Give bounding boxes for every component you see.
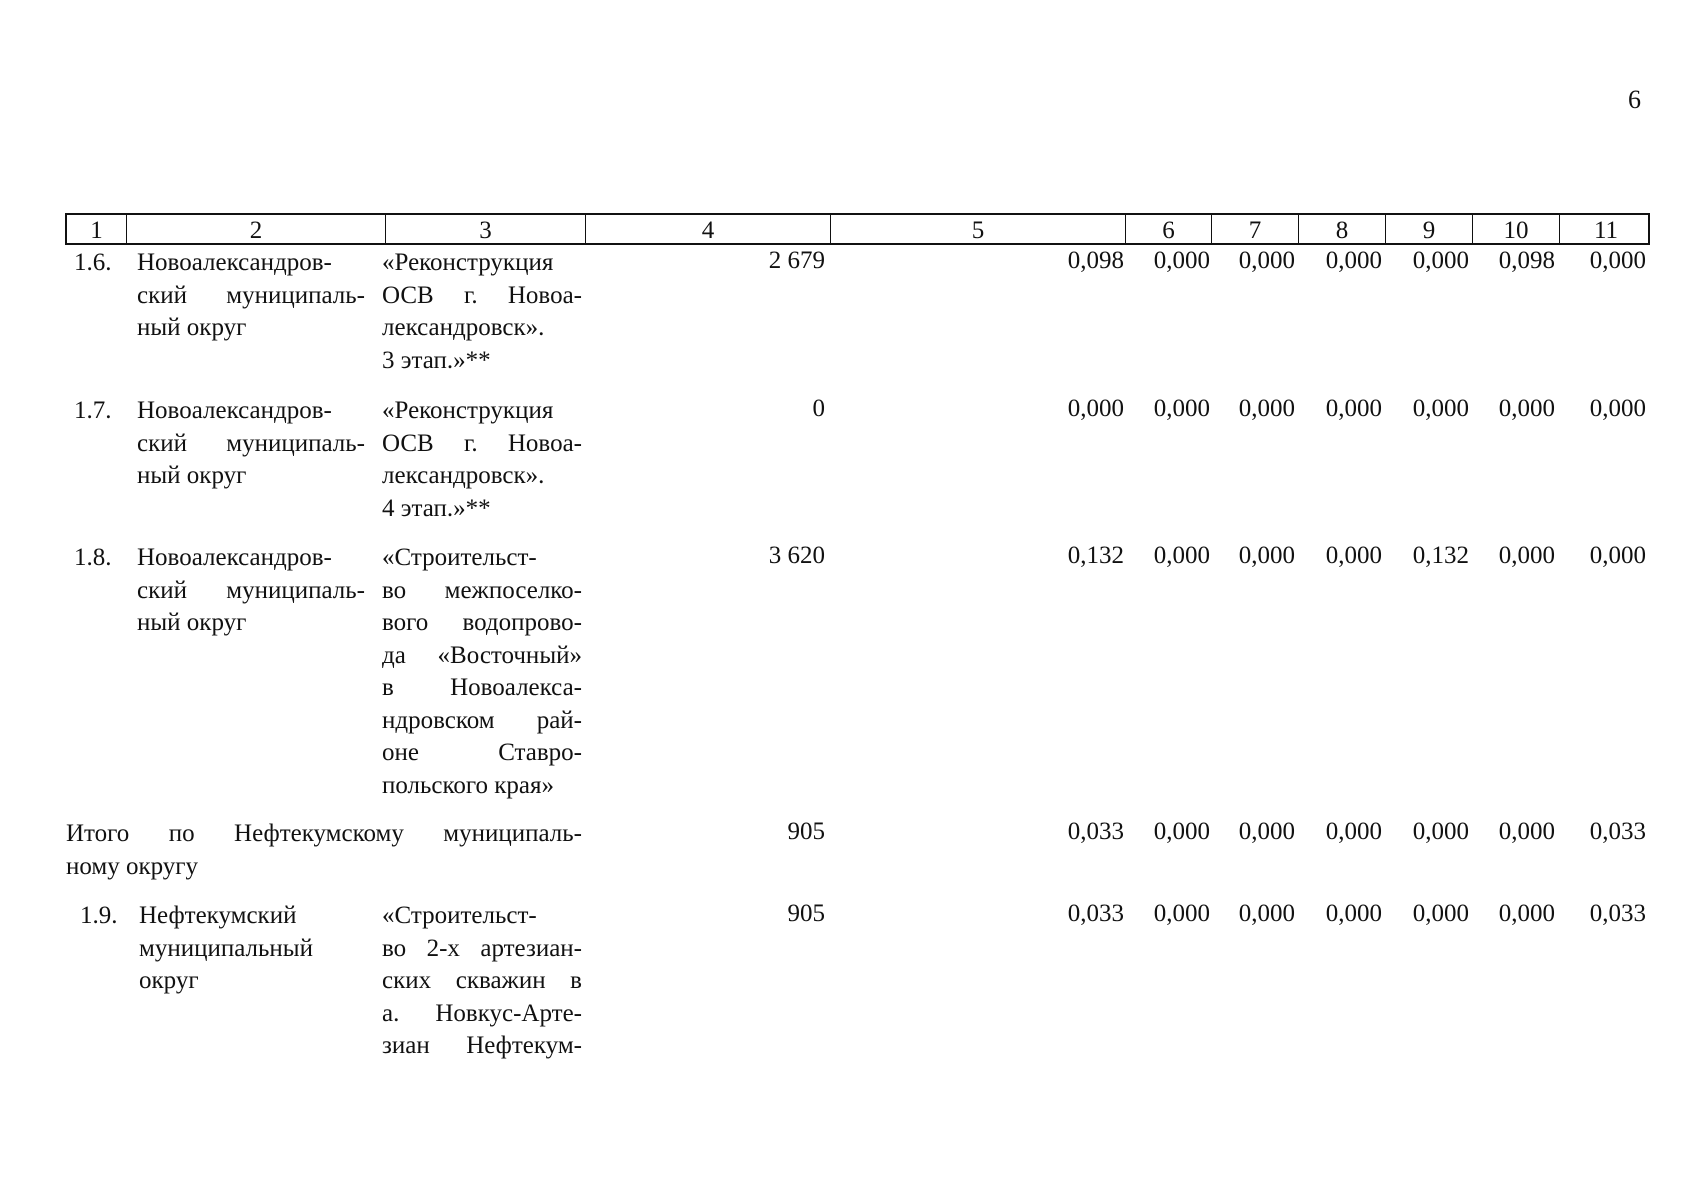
column-header: 10 xyxy=(1472,215,1559,243)
district-cell: Новоалександров- ский муниципаль- ный округ xyxy=(137,397,365,489)
value-cell: 0,000 xyxy=(1325,542,1382,569)
value-cell: 0,000 xyxy=(1153,818,1210,845)
value-cell: 0,000 xyxy=(1412,900,1469,927)
value-cell: 0,000 xyxy=(1153,395,1210,422)
column-header: 9 xyxy=(1385,215,1472,243)
value-cell: 0,000 xyxy=(1412,395,1469,422)
value-cell: 0,000 xyxy=(1067,395,1124,422)
value-cell: 0,033 xyxy=(1589,818,1646,845)
value-cell: 0,000 xyxy=(1325,900,1382,927)
value-cell: 0,000 xyxy=(1153,900,1210,927)
value-cell: 0,000 xyxy=(1238,247,1295,274)
column-header: 5 xyxy=(830,215,1125,243)
value-cell: 0,000 xyxy=(1238,818,1295,845)
value-cell: 0,000 xyxy=(1412,818,1469,845)
project-cell: «Реконструкция ОСВ г. Новоа- лександровск». 3 этап.»** xyxy=(382,249,582,374)
row-number: 1.9. xyxy=(80,902,118,929)
value-cell: 0,000 xyxy=(1153,542,1210,569)
district-cell: Нефтекумский муниципальный округ xyxy=(139,902,313,994)
value-cell: 0,000 xyxy=(1153,247,1210,274)
project-cell: «Строительст- во 2-х артезиан- ских скважин в а. Новкус-Арте- зиан Нефтекум- xyxy=(382,902,582,1059)
column-header: 2 xyxy=(126,215,385,243)
column-header: 11 xyxy=(1559,215,1652,243)
value-cell: 0,000 xyxy=(1238,395,1295,422)
column-header: 6 xyxy=(1125,215,1211,243)
value-cell: 0,000 xyxy=(1238,900,1295,927)
value-cell: 0,000 xyxy=(1238,542,1295,569)
column-header: 8 xyxy=(1298,215,1385,243)
column-4-value: 905 xyxy=(787,818,825,845)
value-cell: 0,000 xyxy=(1589,542,1646,569)
project-cell: «Реконструкция ОСВ г. Новоа- лександровск». 4 этап.»** xyxy=(382,397,582,522)
value-cell: 0,000 xyxy=(1589,395,1646,422)
value-cell: 0,033 xyxy=(1067,818,1124,845)
value-cell: 0,098 xyxy=(1498,247,1555,274)
column-header: 1 xyxy=(90,217,103,244)
column-header: 3 xyxy=(385,215,585,243)
value-cell: 0,000 xyxy=(1589,247,1646,274)
district-cell: Новоалександров- ский муниципаль- ный округ xyxy=(137,249,365,341)
subtotal-label: Итого по Нефтекумскому муниципаль- ному округу xyxy=(66,820,582,880)
district-cell: Новоалександров- ский муниципаль- ный округ xyxy=(137,544,365,636)
value-cell: 0,033 xyxy=(1589,900,1646,927)
column-header: 7 xyxy=(1211,215,1298,243)
column-header-row xyxy=(65,213,1650,245)
value-cell: 0,000 xyxy=(1325,247,1382,274)
value-cell: 0,132 xyxy=(1412,542,1469,569)
value-cell: 0,000 xyxy=(1498,900,1555,927)
column-4-value: 3 620 xyxy=(768,542,825,569)
row-number: 1.8. xyxy=(74,544,112,571)
column-4-value: 905 xyxy=(787,900,825,927)
value-cell: 0,000 xyxy=(1325,818,1382,845)
row-number: 1.6. xyxy=(74,249,112,276)
value-cell: 0,000 xyxy=(1498,395,1555,422)
page-number: 6 xyxy=(1628,85,1641,114)
value-cell: 0,132 xyxy=(1067,542,1124,569)
column-4-value: 0 xyxy=(812,395,825,422)
value-cell: 0,033 xyxy=(1067,900,1124,927)
value-cell: 0,098 xyxy=(1067,247,1124,274)
value-cell: 0,000 xyxy=(1325,395,1382,422)
column-header: 4 xyxy=(585,215,830,243)
row-number: 1.7. xyxy=(74,397,112,424)
value-cell: 0,000 xyxy=(1412,247,1469,274)
value-cell: 0,000 xyxy=(1498,542,1555,569)
value-cell: 0,000 xyxy=(1498,818,1555,845)
column-4-value: 2 679 xyxy=(768,247,825,274)
project-cell: «Строительст- во межпоселко- вого водопрово- да «Восточный» в Новоалекса- ндровском рай- оне Ставро- польского края» xyxy=(382,544,582,799)
